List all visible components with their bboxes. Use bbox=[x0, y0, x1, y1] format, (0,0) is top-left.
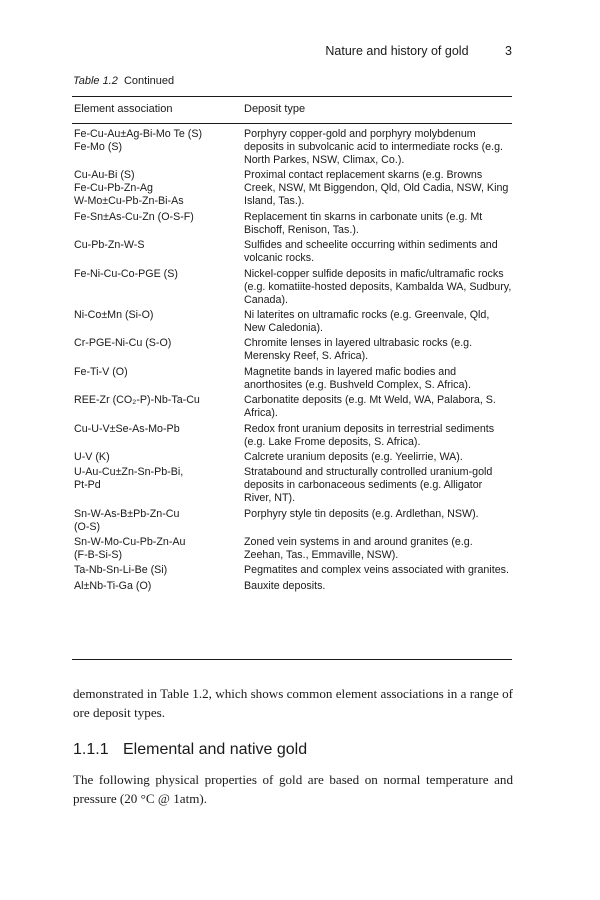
running-header bbox=[72, 44, 512, 58]
element-association-cell: Al±Nb-Ti-Ga (O) bbox=[74, 579, 152, 592]
element-association-cell: Cu-Au-Bi (S) Fe-Cu-Pb-Zn-Ag W-Mo±Cu-Pb-Zn-Bi-As bbox=[74, 169, 184, 208]
table-row bbox=[72, 466, 512, 507]
element-association-cell: Fe-Ti-V (O) bbox=[74, 365, 128, 378]
section-number: 1.1.1 bbox=[73, 741, 109, 758]
element-association-cell: Fe-Ni-Cu-Co-PGE (S) bbox=[74, 267, 178, 280]
deposit-type-cell: Redox front uranium deposits in terrestrial sediments (e.g. Lake Frome deposits, S. Africa). bbox=[244, 422, 495, 448]
table-row bbox=[72, 580, 512, 595]
deposit-type-cell: Replacement tin skarns in carbonate units (e.g. Mt Bischoff, Renison, Tas.). bbox=[244, 210, 483, 236]
element-association-cell: REE-Zr (CO₂-P)-Nb-Ta-Cu bbox=[74, 394, 200, 407]
element-association-cell: Cu-U-V±Se-As-Mo-Pb bbox=[74, 422, 180, 435]
table-row bbox=[72, 536, 512, 564]
deposit-type-cell: Proximal contact replacement skarns (e.g. Browns Creek, NSW, Mt Biggendon, Qld, Old Cadia, NSW, King Island, Tas.). bbox=[244, 169, 509, 208]
table-caption bbox=[73, 75, 174, 87]
deposit-type-cell: Sulfides and scheelite occurring within sediments and volcanic rocks. bbox=[244, 239, 498, 265]
table-row bbox=[72, 268, 512, 309]
table-row bbox=[72, 394, 512, 422]
section-title: Elemental and native gold bbox=[123, 741, 308, 758]
element-association-cell: Fe-Cu-Au±Ag-Bi-Mo Te (S) Fe-Mo (S) bbox=[74, 128, 203, 153]
table-row bbox=[72, 366, 512, 394]
table-caption-label: Table 1.2 bbox=[73, 75, 118, 87]
page-number: 3 bbox=[505, 44, 512, 58]
table-row bbox=[72, 423, 512, 451]
table-caption-suffix: Continued bbox=[123, 75, 175, 87]
deposit-type-cell: Bauxite deposits. bbox=[244, 579, 326, 592]
body-paragraph-2: The following physical properties of gold are based on normal temperature and pressure (20 °C @ 1atm). bbox=[73, 772, 513, 806]
table-header-rule bbox=[72, 123, 512, 124]
table-row bbox=[72, 451, 512, 466]
element-association-cell: Sn-W-As-B±Pb-Zn-Cu (O-S) bbox=[74, 507, 180, 533]
column-header-element: Element association bbox=[74, 103, 173, 115]
element-association-table bbox=[72, 128, 512, 595]
deposit-type-cell: Porphyry copper-gold and porphyry molybdenum deposits in subvolcanic acid to intermediate rocks (e.g. North Parkes, NSW, Climax, Co.). bbox=[244, 128, 504, 166]
element-association-cell: Ta-Nb-Sn-Li-Be (Si) bbox=[74, 564, 168, 577]
table-bottom-rule bbox=[72, 659, 512, 660]
deposit-type-cell: Carbonatite deposits (e.g. Mt Weld, WA, Palabora, S. Africa). bbox=[244, 394, 496, 420]
table-top-rule bbox=[72, 96, 512, 97]
running-title: Nature and history of gold bbox=[325, 44, 469, 58]
table-row bbox=[72, 337, 512, 365]
deposit-type-cell: Ni laterites on ultramafic rocks (e.g. Greenvale, Qld, New Caledonia). bbox=[244, 308, 490, 334]
deposit-type-cell: Magnetite bands in layered mafic bodies and anorthosites (e.g. Bushveld Complex, S. Africa). bbox=[244, 365, 471, 391]
element-association-cell: U-V (K) bbox=[74, 450, 110, 463]
element-association-cell: U-Au-Cu±Zn-Sn-Pb-Bi, Pt-Pd bbox=[74, 466, 184, 492]
section-heading bbox=[73, 741, 307, 759]
table-row bbox=[72, 564, 512, 579]
table-row bbox=[72, 508, 512, 536]
element-association-cell: Cr-PGE-Ni-Cu (S-O) bbox=[74, 337, 172, 350]
element-association-cell: Sn-W-Mo-Cu-Pb-Zn-Au (F-B-Si-S) bbox=[74, 536, 186, 562]
table-row bbox=[72, 239, 512, 267]
deposit-type-cell: Zoned vein systems in and around granites (e.g. Zeehan, Tas., Emmaville, NSW). bbox=[244, 536, 473, 562]
deposit-type-cell: Calcrete uranium deposits (e.g. Yeelirrie, WA). bbox=[244, 450, 463, 463]
deposit-type-cell: Porphyry style tin deposits (e.g. Ardlethan, NSW). bbox=[244, 507, 479, 520]
deposit-type-cell: Nickel-copper sulfide deposits in mafic/ultramafic rocks (e.g. komatiite-hosted deposits, Kambalda WA, Sudbury, Canada). bbox=[244, 267, 512, 306]
body-paragraph-1: demonstrated in Table 1.2, which shows common element associations in a range of ore deposit types. bbox=[73, 686, 513, 720]
deposit-type-cell: Stratabound and structurally controlled uranium-gold deposits in carbonaceous sediments (e.g. Alligator River, NT). bbox=[244, 466, 493, 505]
element-association-cell: Fe-Sn±As-Cu-Zn (O-S-F) bbox=[74, 210, 194, 223]
table-row bbox=[72, 128, 512, 169]
element-association-cell: Ni-Co±Mn (Si-O) bbox=[74, 308, 154, 321]
table-row bbox=[72, 169, 512, 210]
table-row bbox=[72, 211, 512, 239]
element-association-cell: Cu-Pb-Zn-W-S bbox=[74, 239, 145, 252]
column-header-deposit: Deposit type bbox=[244, 103, 306, 115]
deposit-type-cell: Pegmatites and complex veins associated with granites. bbox=[244, 564, 509, 577]
table-row bbox=[72, 309, 512, 337]
deposit-type-cell: Chromite lenses in layered ultrabasic rocks (e.g. Merensky Reef, S. Africa). bbox=[244, 337, 473, 363]
